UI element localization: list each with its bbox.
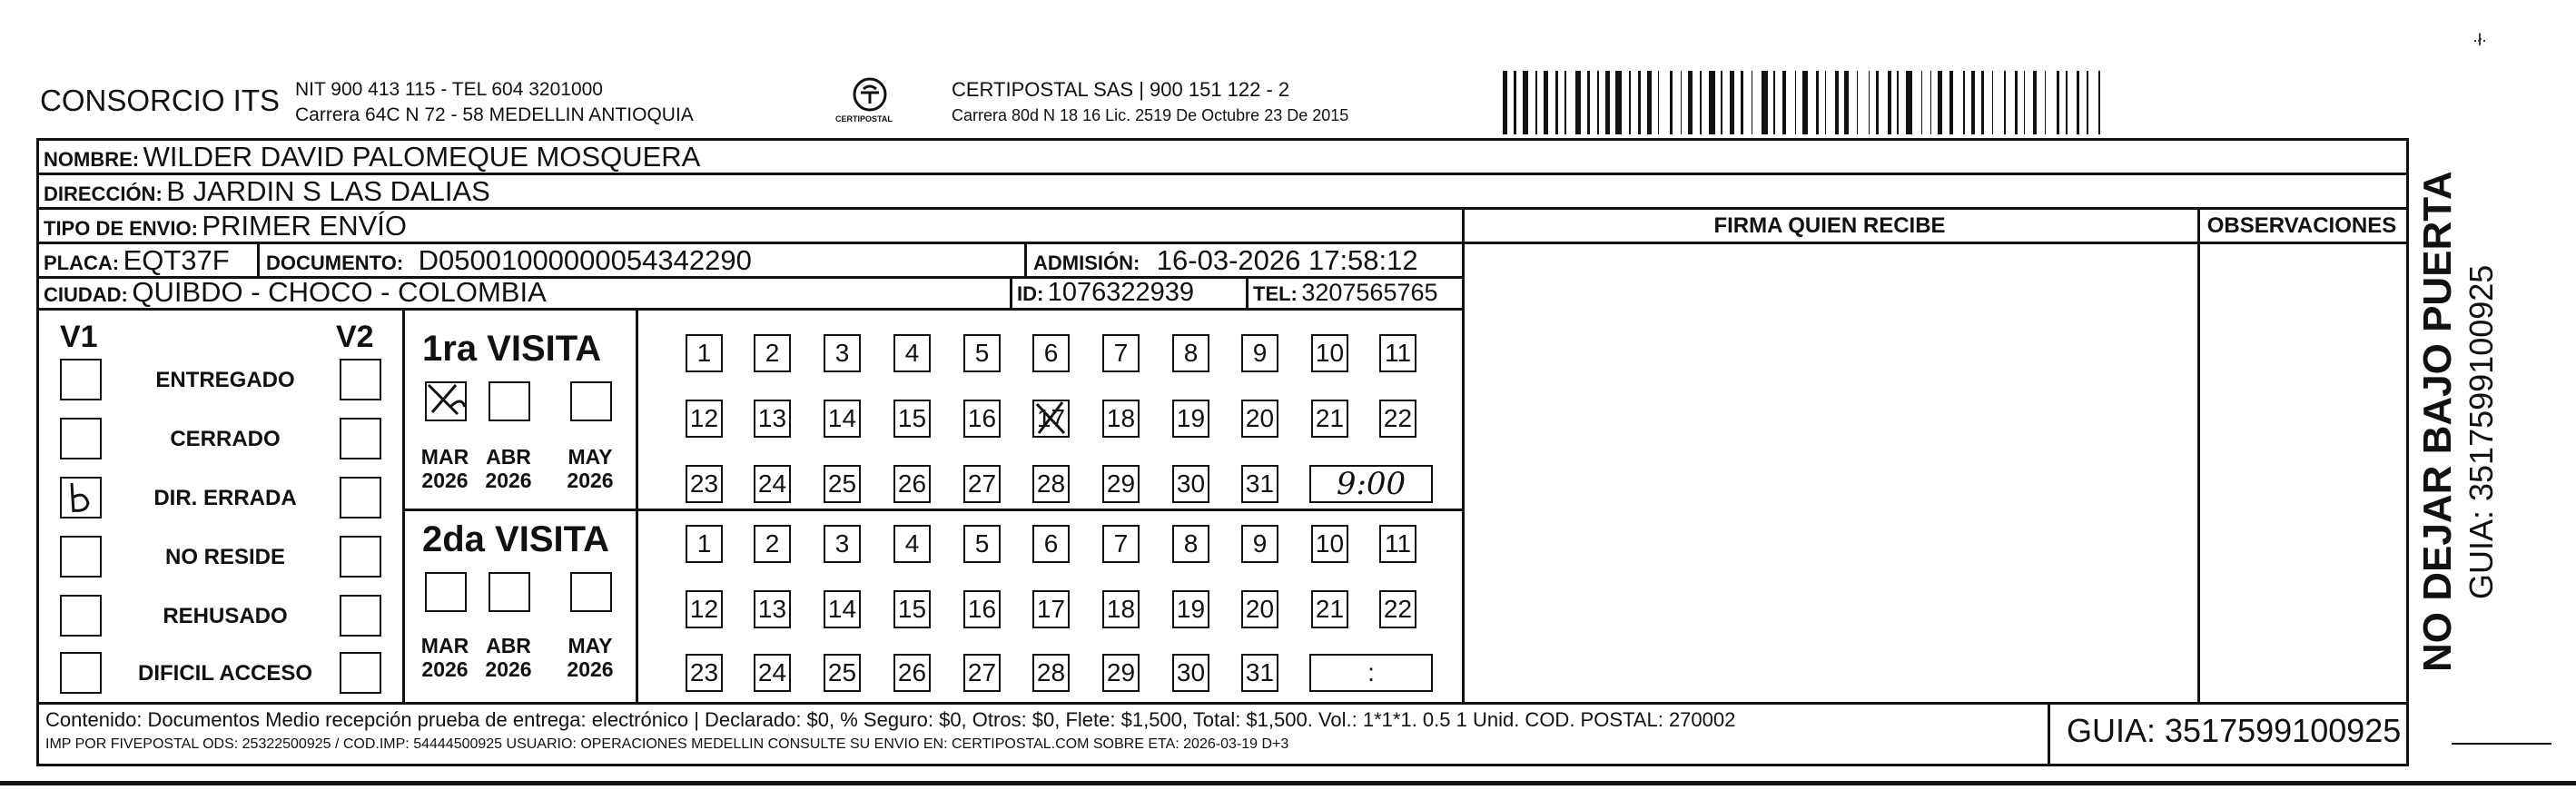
id-divider — [1010, 276, 1012, 308]
day-box[interactable] — [824, 400, 861, 438]
id-cell — [1017, 277, 1194, 308]
tel-cell — [1253, 277, 1438, 308]
day-box[interactable] — [1241, 590, 1278, 628]
month-year: 2026 — [567, 657, 614, 681]
day-number: 17 — [1036, 404, 1066, 432]
barcode-bar — [1949, 71, 1952, 134]
direccion-label: DIRECCIÓN: — [44, 183, 163, 205]
barcode-bar — [1762, 71, 1767, 134]
status-label: REHUSADO — [163, 604, 288, 628]
day-number: 6 — [1043, 339, 1059, 367]
day-box[interactable] — [754, 525, 791, 563]
certipostal-address: Carrera 80d N 18 16 Lic. 2519 De Octubre 23 De 2015 — [952, 106, 1349, 124]
month-name: MAR — [420, 445, 469, 469]
day-number: 16 — [967, 595, 997, 623]
day-box[interactable] — [963, 525, 1001, 563]
documento-label: DOCUMENTO: — [266, 252, 404, 274]
admision-label: ADMISIÓN: — [1033, 252, 1140, 274]
day-number: 4 — [904, 339, 920, 367]
barcode-bar — [1938, 71, 1942, 134]
firma-header: FIRMA QUIEN RECIBE — [1713, 213, 1946, 238]
logo-caption: CERTIPOSTAL — [835, 114, 893, 123]
day-box[interactable] — [824, 590, 861, 628]
day-box[interactable] — [1172, 525, 1209, 563]
barcode-bar — [1782, 71, 1785, 134]
barcode-bar — [1930, 71, 1932, 134]
day-number: 3 — [834, 339, 850, 367]
month-year: 2026 — [567, 469, 614, 492]
day-box[interactable] — [1379, 334, 1416, 372]
day-number: 20 — [1245, 595, 1275, 623]
contenido-line: Contenido: Documentos Medio recepción prueba de entrega: electrónico | Declarado: $0, % Seguro: $0, Otros: $0, Flete: $1,500, Total: $1,500. Vol.: 1*1*1. 0.5 1 Unid. COD. POSTAL: 270002 — [45, 708, 1736, 731]
barcode-bar — [2077, 71, 2079, 134]
status-label: NO RESIDE — [164, 545, 286, 569]
day-number: 8 — [1183, 339, 1199, 367]
month-label — [477, 445, 540, 492]
day-number: 10 — [1315, 529, 1345, 558]
page-bottom-edge — [0, 781, 2576, 785]
day-number: 7 — [1113, 529, 1129, 558]
side-underline — [2452, 743, 2551, 745]
month-name: MAY — [568, 634, 613, 657]
second-visit-label: 2da VISITA — [422, 519, 609, 559]
day-box[interactable] — [1032, 654, 1070, 692]
tel-label: TEL: — [1253, 282, 1298, 305]
day-box[interactable] — [1172, 590, 1209, 628]
v1-checkbox[interactable] — [60, 418, 102, 459]
corner-mark: ·ł· — [2472, 31, 2487, 49]
day-number: 27 — [967, 469, 997, 498]
day-box[interactable] — [1241, 465, 1278, 503]
direccion-row — [44, 175, 490, 207]
day-box[interactable] — [893, 525, 931, 563]
day-number: 31 — [1245, 658, 1275, 686]
month-checkbox[interactable] — [570, 572, 612, 612]
day-box[interactable] — [963, 334, 1001, 372]
time-box[interactable] — [1309, 465, 1433, 503]
day-box[interactable] — [1172, 465, 1209, 503]
first-visit-label: 1ra VISITA — [422, 329, 602, 369]
tipo-value: PRIMER ENVÍO — [202, 210, 408, 242]
barcode-bar — [1688, 71, 1693, 134]
barcode-bar — [1575, 71, 1581, 134]
barcode-bar — [1802, 71, 1808, 134]
day-box[interactable] — [686, 525, 723, 563]
barcode-bar — [1963, 71, 1965, 134]
day-box[interactable] — [1379, 525, 1416, 563]
month-checkbox[interactable] — [489, 572, 530, 612]
firma-left-border — [1462, 207, 1465, 705]
month-label — [558, 634, 622, 681]
v1-checkbox[interactable] — [60, 595, 102, 637]
barcode-bar — [1523, 71, 1528, 134]
day-box[interactable] — [1102, 654, 1140, 692]
barcode-bar — [1514, 71, 1516, 134]
barcode-bar — [1981, 71, 1984, 134]
day-box[interactable] — [1032, 590, 1070, 628]
status-label: DIR. ERRADA — [153, 486, 297, 510]
barcode-bar — [1700, 71, 1702, 134]
placa-label: PLACA: — [44, 252, 120, 274]
barcode-bar — [1670, 71, 1673, 134]
day-number: 8 — [1183, 529, 1199, 558]
barcode-bar — [2024, 71, 2026, 134]
barcode-bar — [1906, 71, 1911, 134]
day-number: 26 — [897, 658, 927, 686]
frame-right — [2406, 138, 2409, 766]
month-name: ABR — [486, 445, 531, 469]
day-box[interactable] — [754, 465, 791, 503]
day-box[interactable] — [754, 654, 791, 692]
barcode-bar — [1795, 71, 1797, 134]
day-box[interactable] — [754, 400, 791, 438]
day-number: 13 — [757, 595, 787, 623]
id-value: 1076322939 — [1047, 278, 1195, 307]
handwritten-x-mark-icon — [1031, 399, 1071, 439]
row-divider — [36, 308, 1464, 311]
day-number: 28 — [1036, 658, 1066, 686]
side-guia: GUIA: 3517599100925 — [2462, 264, 2500, 599]
placa-cell — [44, 244, 230, 276]
nombre-value: WILDER DAVID PALOMEQUE MOSQUERA — [143, 141, 701, 173]
barcode-bar — [2004, 71, 2006, 134]
v1-header: V1 — [60, 320, 98, 354]
barcode-bar — [2087, 71, 2088, 134]
barcode-bar — [1876, 71, 1879, 134]
visits-divider — [636, 308, 638, 705]
time-box[interactable] — [1309, 654, 1433, 692]
month-label — [477, 634, 540, 681]
day-box[interactable] — [824, 525, 861, 563]
month-name: MAY — [568, 445, 613, 469]
day-box[interactable] — [1379, 400, 1416, 438]
month-year: 2026 — [485, 657, 532, 681]
day-box[interactable] — [686, 400, 723, 438]
barcode-bar — [1535, 71, 1537, 134]
ciudad-cell — [44, 277, 547, 308]
day-number: 31 — [1245, 469, 1275, 498]
month-checkbox[interactable] — [489, 381, 530, 421]
barcode-bar — [1730, 71, 1734, 134]
admision-cell — [1033, 244, 1418, 276]
day-box[interactable] — [686, 465, 723, 503]
barcode-bar — [1741, 71, 1743, 134]
day-box[interactable] — [893, 590, 931, 628]
barcode-bar — [1971, 71, 1976, 134]
day-box[interactable] — [963, 654, 1001, 692]
barcode-bar — [1605, 71, 1610, 134]
day-box[interactable] — [1102, 525, 1140, 563]
tipo-row — [44, 210, 407, 242]
barcode-bar — [1647, 71, 1652, 134]
nit-line: NIT 900 413 115 - TEL 604 3201000 — [295, 79, 603, 100]
visit-divider — [402, 509, 1465, 511]
day-number: 1 — [696, 339, 712, 367]
day-number: 7 — [1113, 339, 1129, 367]
day-number: 5 — [974, 339, 990, 367]
day-number: 10 — [1315, 339, 1345, 367]
barcode-bar — [1709, 71, 1714, 134]
day-number: 22 — [1383, 404, 1413, 432]
barcode-bar — [1597, 71, 1599, 134]
day-number: 15 — [897, 595, 927, 623]
day-number: 25 — [827, 658, 857, 686]
day-number: 11 — [1384, 339, 1412, 367]
v1-checkbox[interactable] — [60, 477, 102, 518]
nombre-row — [44, 141, 700, 173]
day-box[interactable] — [1241, 334, 1278, 372]
day-box[interactable] — [1102, 465, 1140, 503]
barcode-bar — [1615, 71, 1621, 134]
barcode-bar — [2045, 71, 2047, 134]
tel-value: 3207565765 — [1301, 279, 1438, 306]
barcode-bar — [1844, 71, 1849, 134]
time-value: : — [1367, 658, 1375, 686]
day-box[interactable] — [824, 654, 861, 692]
day-box[interactable] — [754, 590, 791, 628]
day-box[interactable] — [1102, 334, 1140, 372]
barcode-bar — [1503, 71, 1507, 134]
day-number: 9 — [1252, 529, 1268, 558]
day-box[interactable] — [963, 590, 1001, 628]
day-box[interactable] — [1311, 590, 1348, 628]
month-name: ABR — [486, 634, 531, 657]
barcode-bar — [2066, 71, 2068, 134]
no-dejar-bajo-puerta: NO DEJAR BAJO PUERTA — [2415, 171, 2460, 672]
company-address: Carrera 64C N 72 - 58 MEDELLIN ANTIOQUIA — [295, 104, 694, 125]
v2-checkbox[interactable] — [340, 359, 381, 400]
day-box[interactable] — [1241, 654, 1278, 692]
day-box[interactable] — [893, 465, 931, 503]
day-number: 20 — [1245, 404, 1275, 432]
v1-checkbox[interactable] — [60, 652, 102, 694]
day-number: 12 — [689, 404, 719, 432]
tipo-label: TIPO DE ENVIO: — [44, 217, 198, 240]
day-box[interactable] — [1241, 525, 1278, 563]
day-number: 12 — [689, 595, 719, 623]
day-number: 6 — [1043, 529, 1059, 558]
day-box[interactable] — [1032, 525, 1070, 563]
observaciones-border — [2197, 207, 2200, 705]
barcode-bar — [2098, 71, 2100, 134]
ciudad-label: CIUDAD: — [44, 283, 128, 306]
day-number: 18 — [1106, 595, 1136, 623]
barcode-bar — [1773, 71, 1775, 134]
barcode-bar — [1857, 71, 1859, 134]
day-box[interactable] — [824, 334, 861, 372]
direccion-value: B JARDIN S LAS DALIAS — [166, 175, 490, 207]
day-box[interactable] — [1032, 400, 1070, 438]
v2-checkbox[interactable] — [340, 652, 381, 694]
day-number: 29 — [1106, 469, 1136, 498]
day-box[interactable] — [893, 334, 931, 372]
month-label — [413, 445, 477, 492]
barcode-bar — [1816, 71, 1819, 134]
time-value: 9:00 — [1336, 466, 1406, 502]
month-checkbox[interactable] — [570, 381, 612, 421]
month-checkbox[interactable] — [425, 572, 467, 612]
day-number: 24 — [757, 658, 787, 686]
v2-checkbox[interactable] — [340, 595, 381, 637]
day-number: 16 — [967, 404, 997, 432]
month-year: 2026 — [421, 469, 469, 492]
day-number: 30 — [1176, 658, 1206, 686]
day-number: 23 — [689, 469, 719, 498]
barcode-bar — [1752, 71, 1753, 134]
day-number: 26 — [897, 469, 927, 498]
day-number: 2 — [765, 529, 780, 558]
barcode-bar — [1555, 71, 1558, 134]
day-number: 9 — [1252, 339, 1268, 367]
frame-bottom — [36, 764, 2409, 766]
day-box[interactable] — [1241, 400, 1278, 438]
day-number: 29 — [1106, 658, 1136, 686]
day-box[interactable] — [1311, 334, 1348, 372]
barcode-bar — [1897, 71, 1899, 134]
day-number: 11 — [1384, 529, 1412, 558]
imp-line: IMP POR FIVEPOSTAL ODS: 25322500925 / COD.IMP: 54444500925 USUARIO: OPERACIONES MEDELLIN CONSULTE SU ENVIO EN: CERTIPOSTAL.COM SOBRE ETA: 2026-03-19 D+3 — [45, 736, 1289, 752]
month-checkbox[interactable] — [425, 381, 467, 421]
barcode-bar — [2033, 71, 2038, 134]
status-divider — [402, 308, 405, 705]
v2-checkbox[interactable] — [340, 536, 381, 578]
barcode-bar — [1629, 71, 1631, 134]
barcode-bar — [1921, 71, 1923, 134]
day-number: 19 — [1176, 595, 1206, 623]
day-number: 18 — [1106, 404, 1136, 432]
barcode-bar — [2057, 71, 2059, 134]
admision-value: 16-03-2026 17:58:12 — [1156, 244, 1418, 276]
status-label: DIFICIL ACCESO — [137, 661, 312, 686]
admision-divider — [1024, 242, 1027, 276]
barcode-bar — [1544, 71, 1548, 134]
day-box[interactable] — [1311, 525, 1348, 563]
day-box[interactable] — [1102, 590, 1140, 628]
barcode-bar — [1564, 71, 1566, 134]
v2-header: V2 — [336, 320, 374, 354]
day-number: 28 — [1036, 469, 1066, 498]
day-box[interactable] — [1379, 590, 1416, 628]
day-number: 4 — [904, 529, 920, 558]
certipostal-logo-icon — [852, 76, 888, 113]
day-number: 23 — [689, 658, 719, 686]
month-name: MAR — [420, 634, 469, 657]
nombre-label: NOMBRE: — [44, 148, 140, 171]
day-number: 5 — [974, 529, 990, 558]
barcode-bar — [1835, 71, 1838, 134]
barcode — [1503, 0, 2229, 136]
day-number: 2 — [765, 339, 780, 367]
barcode-bar — [1681, 71, 1683, 134]
tel-divider — [1246, 276, 1249, 308]
day-box[interactable] — [686, 654, 723, 692]
barcode-bar — [1721, 71, 1722, 134]
ciudad-value: QUIBDO - CHOCO - COLOMBIA — [132, 276, 547, 308]
day-box[interactable] — [893, 654, 931, 692]
barcode-bar — [1658, 71, 1660, 134]
day-number: 13 — [757, 404, 787, 432]
day-number: 14 — [827, 404, 857, 432]
frame-left — [36, 138, 39, 766]
day-box[interactable] — [1311, 400, 1348, 438]
day-box[interactable] — [686, 334, 723, 372]
company-name: CONSORCIO ITS — [40, 84, 281, 117]
day-number: 21 — [1315, 595, 1345, 623]
day-number: 3 — [834, 529, 850, 558]
day-number: 27 — [967, 658, 997, 686]
observaciones-header: OBSERVACIONES — [2206, 213, 2397, 238]
documento-value: D05001000000054342290 — [418, 244, 752, 276]
day-number: 30 — [1176, 469, 1206, 498]
day-number: 24 — [757, 469, 787, 498]
v1-checkbox[interactable] — [60, 359, 102, 400]
day-number: 15 — [897, 404, 927, 432]
day-box[interactable] — [893, 400, 931, 438]
status-label: ENTREGADO — [155, 368, 295, 392]
day-box[interactable] — [1172, 654, 1209, 692]
month-label — [413, 634, 477, 681]
day-box[interactable] — [963, 400, 1001, 438]
barcode-bar — [1638, 71, 1641, 134]
day-number: 22 — [1383, 595, 1413, 623]
barcode-bar — [1869, 71, 1870, 134]
day-box[interactable] — [824, 465, 861, 503]
day-box[interactable] — [1172, 400, 1209, 438]
handwritten-check-mark-icon — [63, 479, 99, 516]
month-year: 2026 — [421, 657, 469, 681]
day-box[interactable] — [754, 334, 791, 372]
footer-guia: GUIA: 3517599100925 — [2067, 712, 2402, 749]
barcode-bar — [2015, 71, 2018, 134]
day-box[interactable] — [1172, 334, 1209, 372]
day-number: 19 — [1176, 404, 1206, 432]
v1-checkbox[interactable] — [60, 536, 102, 578]
barcode-bar — [1992, 71, 1994, 134]
day-number: 21 — [1315, 404, 1345, 432]
day-box[interactable] — [686, 590, 723, 628]
day-number: 1 — [696, 529, 712, 558]
documento-cell — [266, 244, 752, 276]
certipostal-line: CERTIPOSTAL SAS | 900 151 122 - 2 — [952, 78, 1290, 101]
day-number: 17 — [1036, 595, 1066, 623]
month-label — [558, 445, 622, 492]
placa-value: EQT37F — [123, 244, 230, 276]
barcode-bar — [1888, 71, 1890, 134]
placa-divider — [257, 242, 260, 276]
day-box[interactable] — [1032, 465, 1070, 503]
handwritten-x-mark-icon — [423, 380, 469, 420]
day-number: 25 — [827, 469, 857, 498]
month-year: 2026 — [485, 469, 532, 492]
day-box[interactable] — [1102, 400, 1140, 438]
v2-checkbox[interactable] — [340, 477, 381, 518]
barcode-bar — [1825, 71, 1827, 134]
day-box[interactable] — [1032, 334, 1070, 372]
status-label: CERRADO — [170, 427, 281, 451]
barcode-bar — [1587, 71, 1590, 134]
v2-checkbox[interactable] — [340, 418, 381, 459]
day-number: 14 — [827, 595, 857, 623]
id-label: ID: — [1017, 282, 1044, 305]
day-box[interactable] — [963, 465, 1001, 503]
